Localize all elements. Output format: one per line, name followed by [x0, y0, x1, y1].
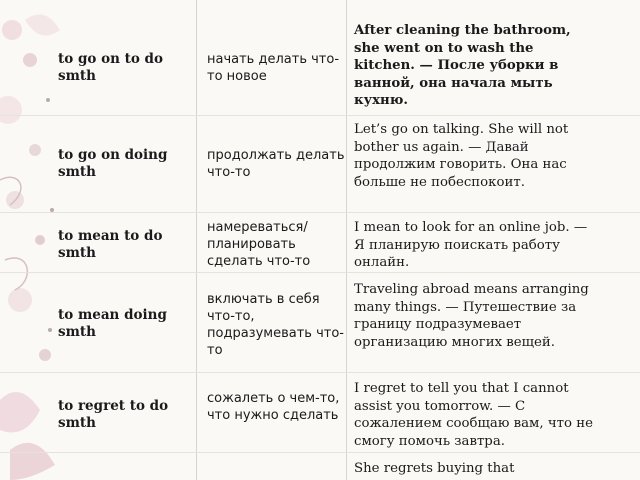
row-divider	[0, 372, 640, 373]
example-cell: Traveling abroad means arranging many things. — Путешествие за границу подразумевает организацию многих вещей.	[354, 282, 589, 350]
example-cell: I mean to look for an online job. — Я планирую поискать работу онлайн.	[354, 220, 588, 270]
meaning-cell: включать в себя что-то, подразумевать что-то	[207, 292, 344, 358]
example-cell: I regret to tell you that I cannot assist you tomorrow. — С сожалением сообщаю вам, что не смогу помочь завтра.	[354, 381, 593, 449]
row-divider	[0, 115, 640, 116]
phrase-cell: to go on to do smth	[58, 51, 163, 84]
column-divider	[196, 0, 197, 480]
row-divider	[0, 272, 640, 273]
meaning-cell: сожалеть о чем-то, что нужно сделать	[207, 391, 340, 423]
meaning-cell: намереваться/ планировать сделать что-то	[207, 220, 311, 269]
example-cell: After cleaning the bathroom, she went on to wash the kitchen. — После уборки в ванной, она начала мыть кухню.	[354, 23, 571, 108]
row-divider	[0, 452, 640, 453]
meaning-cell: начать делать что-то новое	[207, 52, 340, 84]
example-cell: She regrets buying that	[354, 461, 515, 476]
phrase-cell: to mean to do smth	[58, 228, 163, 261]
phrase-cell: to regret to do smth	[58, 398, 169, 431]
phrase-cell: to mean doing smth	[58, 307, 167, 340]
meaning-cell: продолжать делать что-то	[207, 148, 345, 180]
row-divider	[0, 212, 640, 213]
phrase-cell: to go on doing smth	[58, 147, 168, 180]
example-cell: Let’s go on talking. She will not bother us again. — Давай продолжим говорить. Она нас больше не побеспокоит.	[354, 122, 569, 190]
